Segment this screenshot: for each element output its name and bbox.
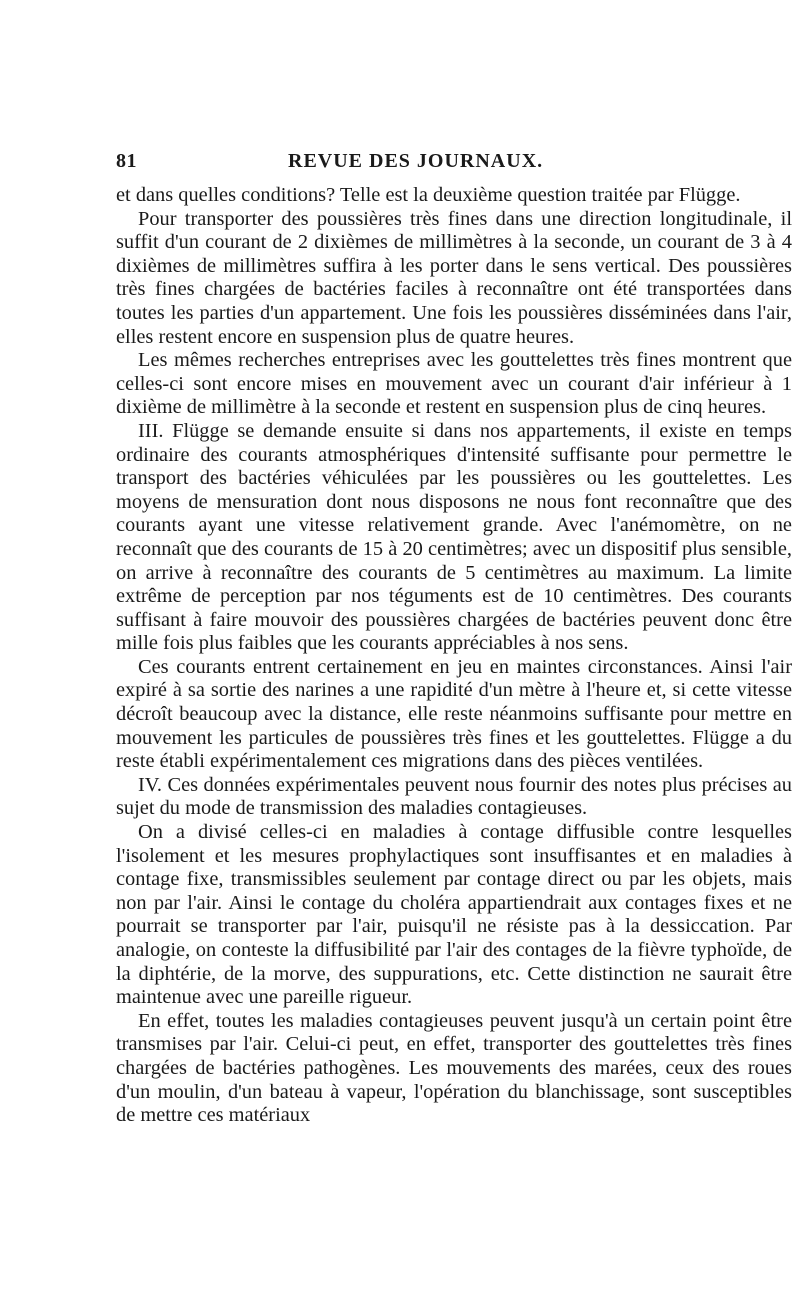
paragraph-dust-transport: Pour transporter des poussières très fines dans une direction longitudinale, il suffit d'un courant de 2 dixièmes de millimètres à la seconde, un courant de 3 à 4 dixièmes de millimètres suffira à les porter dans le sens vertical. Des poussières très fines chargées de bactéries faciles à reconnaître ont été transportées dans toutes les parties d'un appartement. Une fois les poussières disséminées dans l'air, elles restent encore en suspension plus de quatre heures. bbox=[116, 207, 792, 348]
paragraph-section-iii: III. Flügge se demande ensuite si dans nos appartements, il existe en temps ordinaire des courants atmosphériques d'intensité suffisante pour permettre le transport des bactéries véhiculées par les poussières ou les gouttelettes. Les moyens de mensuration dont nous disposons ne nous font reconnaître que des courants ayant une vitesse relativement grande. Avec l'anémomètre, on ne reconnaît que des courants de 15 à 20 centimètres; avec un dispositif plus sensible, on arrive à reconnaître des courants de 5 centimètres au maximum. La limite extrême de perception par nos téguments est de 10 centimètres. Des courants suffisant à faire mouvoir des poussières chargées de bactéries peuvent donc être mille fois plus faibles que les courants appréciables à nos sens. bbox=[116, 419, 792, 655]
paragraph-currents: Ces courants entrent certainement en jeu en maintes circonstances. Ainsi l'air expiré à sa sortie des narines a une rapidité d'un mètre à l'heure et, si cette vitesse décroît beaucoup avec la distance, elle reste néanmoins suffisante pour mettre en mouvement les particules de poussières très fines et les gouttelettes. Flügge a du reste établi expérimentalement ces migrations dans des pièces ventilées. bbox=[116, 655, 792, 773]
paragraph-airborne-transmission: En effet, toutes les maladies contagieuses peuvent jusqu'à un certain point être transmises par l'air. Celui-ci peut, en effet, transporter des gouttelettes très fines chargées de bactéries pathogènes. Les mouvements des marées, ceux des roues d'un moulin, d'un bateau à vapeur, l'opération du blanchissage, sont susceptibles de mettre ces matériaux bbox=[116, 1009, 792, 1127]
document-page bbox=[116, 150, 792, 1128]
journal-title: REVUE DES JOURNAUX. bbox=[288, 150, 544, 172]
paragraph-contagion-types: On a divisé celles-ci en maladies à contage diffusible contre lesquelles l'isolement et les mesures prophylactiques sont insuffisantes et en maladies à contage fixe, transmissibles seulement par contage direct ou par les objets, mais non par l'air. Ainsi le contage du choléra appartiendrait aux contages fixes et ne pourrait se transporter par l'air, puisqu'il ne résiste pas à la dessiccation. Par analogie, on conteste la diffusibilité par l'air des contages de la fièvre typhoïde, de la diphtérie, de la morve, des suppurations, etc. Cette distinction ne saurait être maintenue avec une pareille rigueur. bbox=[116, 821, 792, 1009]
page-number: 81 bbox=[116, 150, 137, 172]
article-body bbox=[116, 184, 792, 1128]
paragraph-continuation: et dans quelles conditions? Telle est la deuxième question traitée par Flügge. bbox=[116, 184, 741, 206]
running-header bbox=[116, 150, 792, 184]
paragraph-section-iv: IV. Ces données expérimentales peuvent nous fournir des notes plus précises au sujet du mode de transmission des maladies contagieuses. bbox=[116, 773, 792, 820]
paragraph-droplets: Les mêmes recherches entreprises avec les gouttelettes très fines montrent que celles-ci sont encore mises en mouvement avec un courant d'air inférieur à 1 dixième de millimètre à la seconde et restent en suspension plus de cinq heures. bbox=[116, 349, 792, 419]
